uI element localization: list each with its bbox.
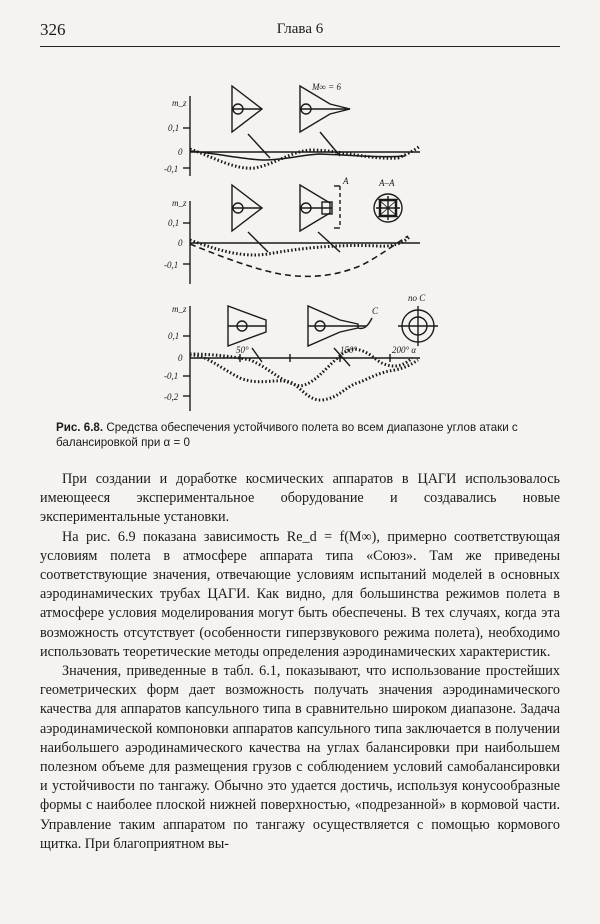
p3-curve-dotted-lower — [190, 355, 418, 400]
paragraph-2: На рис. 6.9 показана зависимость Re_d = f(M∞), примерно соответствующая условиям полета в атмосфере аппарата типа «Союз». Там же приведены соответствующие значения, отвечающие условиям испытаний моделей в основных аэродинамических трубах ЦАГИ. Как видно, для большинства режимов полета в атмосфере условия моделирования могут быть обеспечены. В тех случаях, когда эта возможность отсутствует (особенности гиперзвукового режима полета), необходимо использовать теоретические методы определения аэродинамических характеристик. — [40, 528, 560, 660]
view-c — [398, 306, 438, 346]
p3-view-label: по С — [408, 293, 426, 303]
p3-curve-dotted-upper — [190, 349, 412, 386]
p2-section-label: A — [343, 176, 349, 186]
p2-tick-zero: 0 — [178, 238, 183, 248]
p2-axis-label: m_z — [172, 198, 187, 208]
p2-curve-dashed — [190, 236, 408, 276]
p1-axis-label: m_z — [172, 98, 187, 108]
p2-tick-bottom: -0,1 — [164, 260, 179, 270]
p3-c-label: С — [372, 306, 379, 316]
figure-6-8 — [0, 56, 600, 416]
figure-caption — [56, 420, 556, 450]
p1-tick-bottom: -0,1 — [164, 164, 179, 174]
p3-x-200: 200° α — [392, 345, 417, 355]
p2-tick-top: 0,1 — [168, 218, 180, 228]
p2-curve-dotted — [190, 236, 410, 255]
panel-3 — [183, 306, 438, 411]
p3-x-50: 50° — [236, 345, 249, 355]
p1-tick-zero: 0 — [178, 147, 183, 157]
p3-tick-bottom1: -0,1 — [164, 371, 179, 381]
page-number: 326 — [40, 20, 66, 39]
paragraph-1: При создании и доработке космических аппаратов в ЦАГИ использовалось имеющееся экспериментальное оборудование и создавались новые экспериментальные установки. — [40, 471, 560, 526]
caption-text: Средства обеспечения устойчивого полета во всем диапазоне углов атаки с балансировкой при α = 0 — [56, 421, 518, 449]
p3-axis-label: m_z — [172, 304, 187, 314]
body-text — [40, 470, 560, 854]
page-header — [40, 20, 560, 47]
figure-labels — [164, 82, 426, 402]
paragraph-3: Значения, приведенные в табл. 6.1, показывают, что использование простейших геометрических форм дает возможность получать значения аэродинамического качества для аппаратов капсульного типа в сравнительно широком диапазоне. Задача аэродинамической компоновки аппаратов капсульного типа заключается в получении наибольшего аэродинамического качества на углах балансировки при наибольшем полезном объеме для размещения грузов с соблюдением условий самобалансировки и устойчивости по тангажу. Обычно это удается достичь, используя конусообразные формы с наиболее плоской нижней поверхностью, «подрезанной» в кормовой части. Управление таким аппаратом по тангажу осуществляется с помощью кормового щитка. При благоприятном вы- — [40, 663, 560, 852]
p3-x-150: 150° — [340, 345, 358, 355]
p3-tick-top: 0,1 — [168, 331, 180, 341]
p1-mach-label: M∞ = 6 — [312, 82, 341, 92]
panel-2 — [183, 185, 420, 284]
p1-tick-top: 0,1 — [168, 123, 180, 133]
p2-section-title: A–A — [379, 178, 395, 188]
p3-tick-zero: 0 — [178, 353, 183, 363]
caption-label: Рис. 6.8. — [56, 421, 104, 434]
p3-tick-bottom2: -0,2 — [164, 392, 179, 402]
panel-1 — [183, 86, 420, 176]
chapter-title: Глава 6 — [276, 21, 324, 37]
section-a-a — [374, 194, 402, 222]
